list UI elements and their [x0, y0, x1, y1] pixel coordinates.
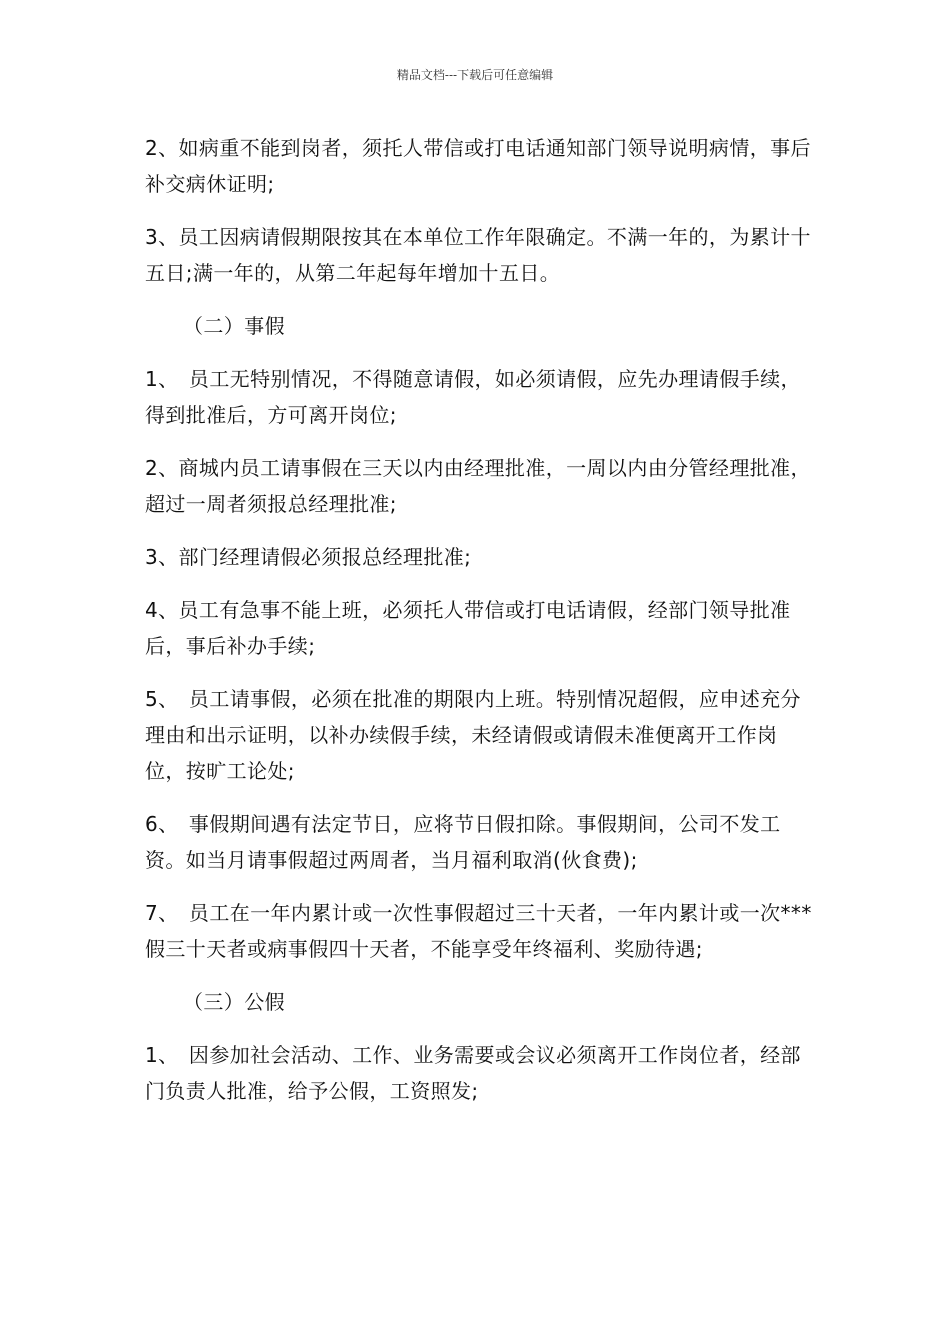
paragraph-personal-leave-7: 7、 员工在一年内累计或一次性事假超过三十天者，一年内累计或一次***假三十天者或病事假四十天者，不能享受年终福利、奖励待遇;: [145, 901, 812, 961]
section-heading-official-leave: （三）公假: [183, 990, 285, 1014]
paragraph-personal-leave-2: 2、商城内员工请事假在三天以内由经理批准，一周以内由分管经理批准，超过一周者须报总经理批准;: [145, 456, 811, 516]
paragraph-official-leave-1: 1、 因参加社会活动、工作、业务需要或会议必须离开工作岗位者，经部门负责人批准，给予公假，工资照发;: [145, 1043, 801, 1103]
paragraph-personal-leave-6: 6、 事假期间遇有法定节日，应将节日假扣除。事假期间，公司不发工资。如当月请事假超过两周者，当月福利取消(伙食费);: [145, 812, 781, 872]
paragraph-sick-leave-3: 3、员工因病请假期限按其在本单位工作年限确定。不满一年的，为累计十五日;满一年的，从第二年起每年增加十五日。: [145, 225, 811, 285]
paragraph-personal-leave-1: 1、 员工无特别情况，不得随意请假，如必须请假，应先办理请假手续，得到批准后，方可离开岗位;: [145, 367, 801, 427]
paragraph-personal-leave-5: 5、 员工请事假，必须在批准的期限内上班。特别情况超假，应申述充分理由和出示证明，以补办续假手续，未经请假或请假未准便离开工作岗位，按旷工论处;: [145, 687, 801, 783]
paragraph-personal-leave-3: 3、部门经理请假必须报总经理批准;: [145, 545, 472, 569]
paragraph-sick-leave-2: 2、如病重不能到岗者，须托人带信或打电话通知部门领导说明病情，事后补交病休证明;: [145, 136, 811, 196]
document-body: [145, 130, 817, 1126]
section-heading-personal-leave: （二）事假: [183, 314, 285, 338]
paragraph-personal-leave-4: 4、员工有急事不能上班，必须托人带信或打电话请假，经部门领导批准后，事后补办手续;: [145, 598, 791, 658]
page-header: 精品文档---下载后可任意编辑: [396, 68, 554, 82]
